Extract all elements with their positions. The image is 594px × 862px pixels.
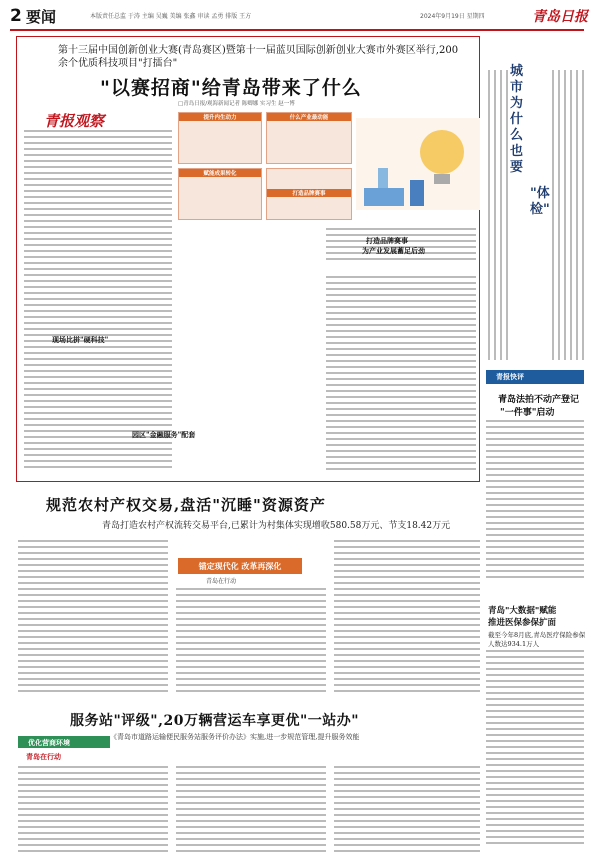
- diagram-box-3: [178, 168, 262, 220]
- editor-credits: 本版责任总监 于涛 主编 吴巍 美编 张鑫 审读 孟勇 排版 王方: [90, 13, 252, 20]
- quick-comment-label: 青报快评: [496, 372, 524, 381]
- right-bottom-text: [486, 650, 586, 856]
- diagram-box-1: [178, 112, 262, 164]
- diagram-box-3-title: 赋能成果转化: [179, 169, 261, 177]
- right-bottom-sub-2: 人数达934.1万人: [488, 640, 540, 648]
- diagram-box-2-title: 什么产业最动能: [267, 113, 351, 121]
- lead-subhead-2: 园区"金融服务"配套: [132, 430, 196, 439]
- lead-byline: □青岛日报/观海新闻记者 陈卿娜 实习生 赵一博: [178, 101, 295, 107]
- lead-text-left: [24, 130, 174, 476]
- issue-date: 2024年9月19日 星期四: [420, 13, 485, 20]
- third-subhead: 《青岛市道路运输便民服务站服务评价办法》实施,进一步规范管理,提升服务效能: [110, 733, 360, 741]
- sidebar-text-1: [486, 70, 510, 366]
- business-env-label: 优化营商环境: [28, 738, 70, 747]
- sidebar-story-title-2: "一件事"启动: [500, 408, 555, 418]
- reform-banner-sub: 青岛在行动: [206, 578, 237, 585]
- diagram-box-4: [266, 168, 352, 220]
- right-bottom-headline-1: 青岛"大数据"赋能: [488, 606, 557, 616]
- business-env-sub: 青岛在行动: [26, 752, 61, 761]
- sidebar-story-text: [486, 420, 586, 590]
- right-bottom-sub-1: 截至今年8月底,青岛医疗保险参保: [488, 631, 586, 639]
- lead-kicker: 第十三届中国创新创业大赛(青岛赛区)暨第十一届蓝贝国际创新创业大赛市外赛区举行,200余个优质科技项目"打擂台": [58, 45, 459, 69]
- lead-headline: "以赛招商"给青岛带来了什么: [100, 77, 362, 99]
- second-headline: 规范农村产权交易,盘活"沉睡"资源资产: [46, 496, 326, 514]
- newspaper-logo: 青岛日报: [532, 9, 588, 25]
- right-bottom-headline-2: 推进医保参保扩面: [488, 618, 557, 628]
- third-story-text: [18, 766, 480, 856]
- diagram-box-1-title: 提升内生动力: [179, 113, 261, 121]
- column-logo: 青报观察: [44, 112, 105, 130]
- second-story-text: [18, 540, 480, 702]
- column-title-a: 城市为什么也要: [510, 64, 524, 175]
- sidebar-story-title-1: 青岛法拍不动产登记: [498, 395, 580, 405]
- header-rule: [10, 29, 584, 31]
- diagram-box-2: [266, 112, 352, 164]
- second-subhead: 青岛打造农村产权流转交易平台,已累计为村集体实现增收580.58万元、节支18.42万元: [102, 521, 451, 531]
- section-name: 要闻: [26, 8, 57, 26]
- column-title-b: "体检": [530, 186, 550, 217]
- lightbulb-illustration: [356, 118, 480, 210]
- reform-banner: 锚定现代化 改革再深化: [178, 558, 302, 574]
- sidebar-text-2: [550, 70, 590, 366]
- page-number: 2: [10, 6, 22, 26]
- third-headline: 服务站"评级",20万辆营运车享更优"一站办": [70, 713, 360, 729]
- lead-subhead-4: 为产业发展蓄足后劲: [362, 246, 425, 255]
- lead-subhead-3: 打造品牌赛事: [366, 236, 408, 245]
- lead-text-right: [326, 228, 476, 478]
- diagram-box-4-title: 打造品牌赛事: [267, 189, 351, 197]
- lead-subhead-1: 现场比拼"硬科技": [52, 335, 109, 344]
